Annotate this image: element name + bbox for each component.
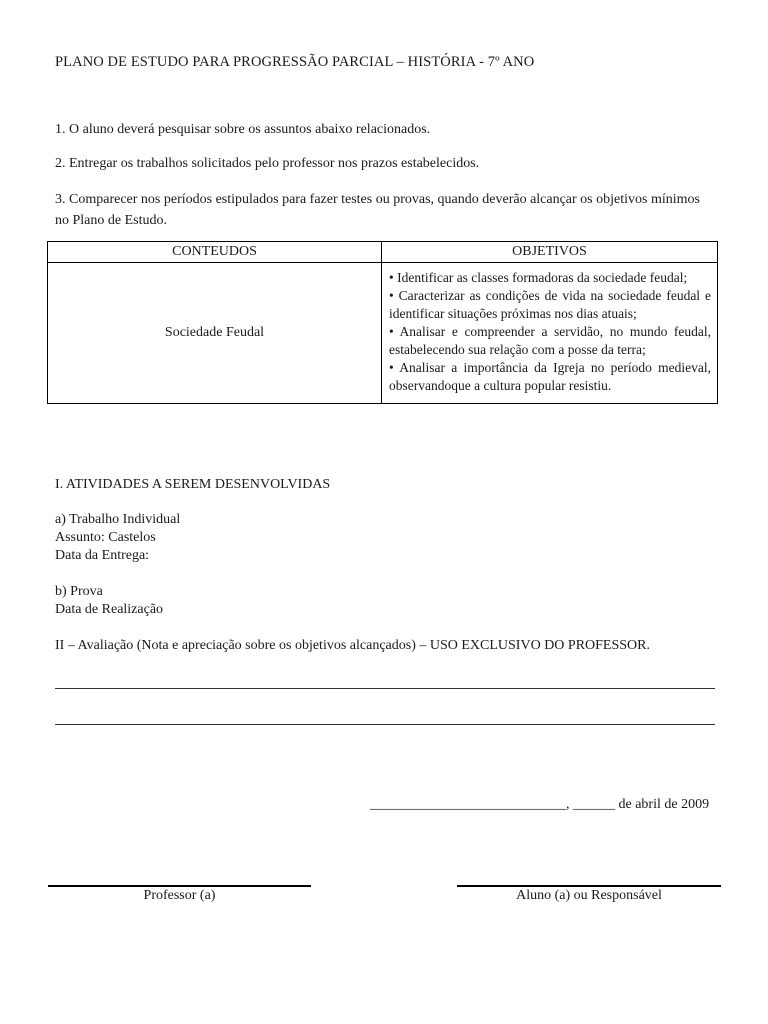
professor-signature-label: Professor (a)	[143, 888, 216, 903]
activity-a-subject: Assunto: Castelos	[55, 530, 156, 545]
header-objetivos: OBJETIVOS	[382, 242, 718, 263]
instruction-2: 2. Entregar os trabalhos solicitados pelo professor nos prazos estabelecidos.	[55, 156, 480, 171]
objectives-cell	[382, 263, 718, 404]
objective-item: • Caracterizar as condições de vida na sociedade feudal e identificar situações próximas nos dias atuais;	[389, 288, 711, 321]
instruction-3: 3. Comparecer nos períodos estipulados para fazer testes ou provas, quando deverão alcançar os objetivos mínimos no Plano de Estudo.	[55, 192, 700, 228]
date-line: ____________________________, ______ de abril de 2009	[370, 797, 710, 812]
instruction-1: 1. O aluno deverá pesquisar sobre os assuntos abaixo relacionados.	[55, 122, 431, 137]
activity-b-label: b) Prova	[55, 584, 103, 599]
study-plan-table	[47, 241, 718, 404]
student-signature-line	[457, 885, 721, 887]
document-title: PLANO DE ESTUDO PARA PROGRESSÃO PARCIAL – HISTÓRIA - 7º ANO	[55, 54, 535, 70]
activity-a-label: a) Trabalho Individual	[55, 512, 181, 527]
objective-item: • Analisar a importância da Igreja no período medieval, observandoque a cultura popular resistiu.	[389, 360, 711, 393]
professor-signature-line	[48, 885, 311, 887]
table-row	[48, 263, 718, 404]
section-1-heading: I. ATIVIDADES A SEREM DESENVOLVIDAS	[55, 477, 331, 492]
activity-b-date: Data de Realização	[55, 602, 164, 617]
student-signature-label: Aluno (a) ou Responsável	[516, 888, 662, 903]
evaluation-line-2	[55, 724, 715, 725]
content-cell: Sociedade Feudal	[48, 263, 382, 404]
header-conteudos: CONTEUDOS	[48, 242, 382, 263]
evaluation-line-1	[55, 688, 715, 689]
objective-item: • Analisar e compreender a servidão, no mundo feudal, estabelecendo sua relação com a posse da terra;	[389, 324, 711, 357]
section-2-heading: II – Avaliação (Nota e apreciação sobre os objetivos alcançados) – USO EXCLUSIVO DO PROFESSOR.	[55, 638, 651, 653]
table-header-row	[48, 242, 718, 263]
objective-item: • Identificar as classes formadoras da sociedade feudal;	[389, 270, 688, 285]
activity-a-date: Data da Entrega:	[55, 548, 150, 563]
